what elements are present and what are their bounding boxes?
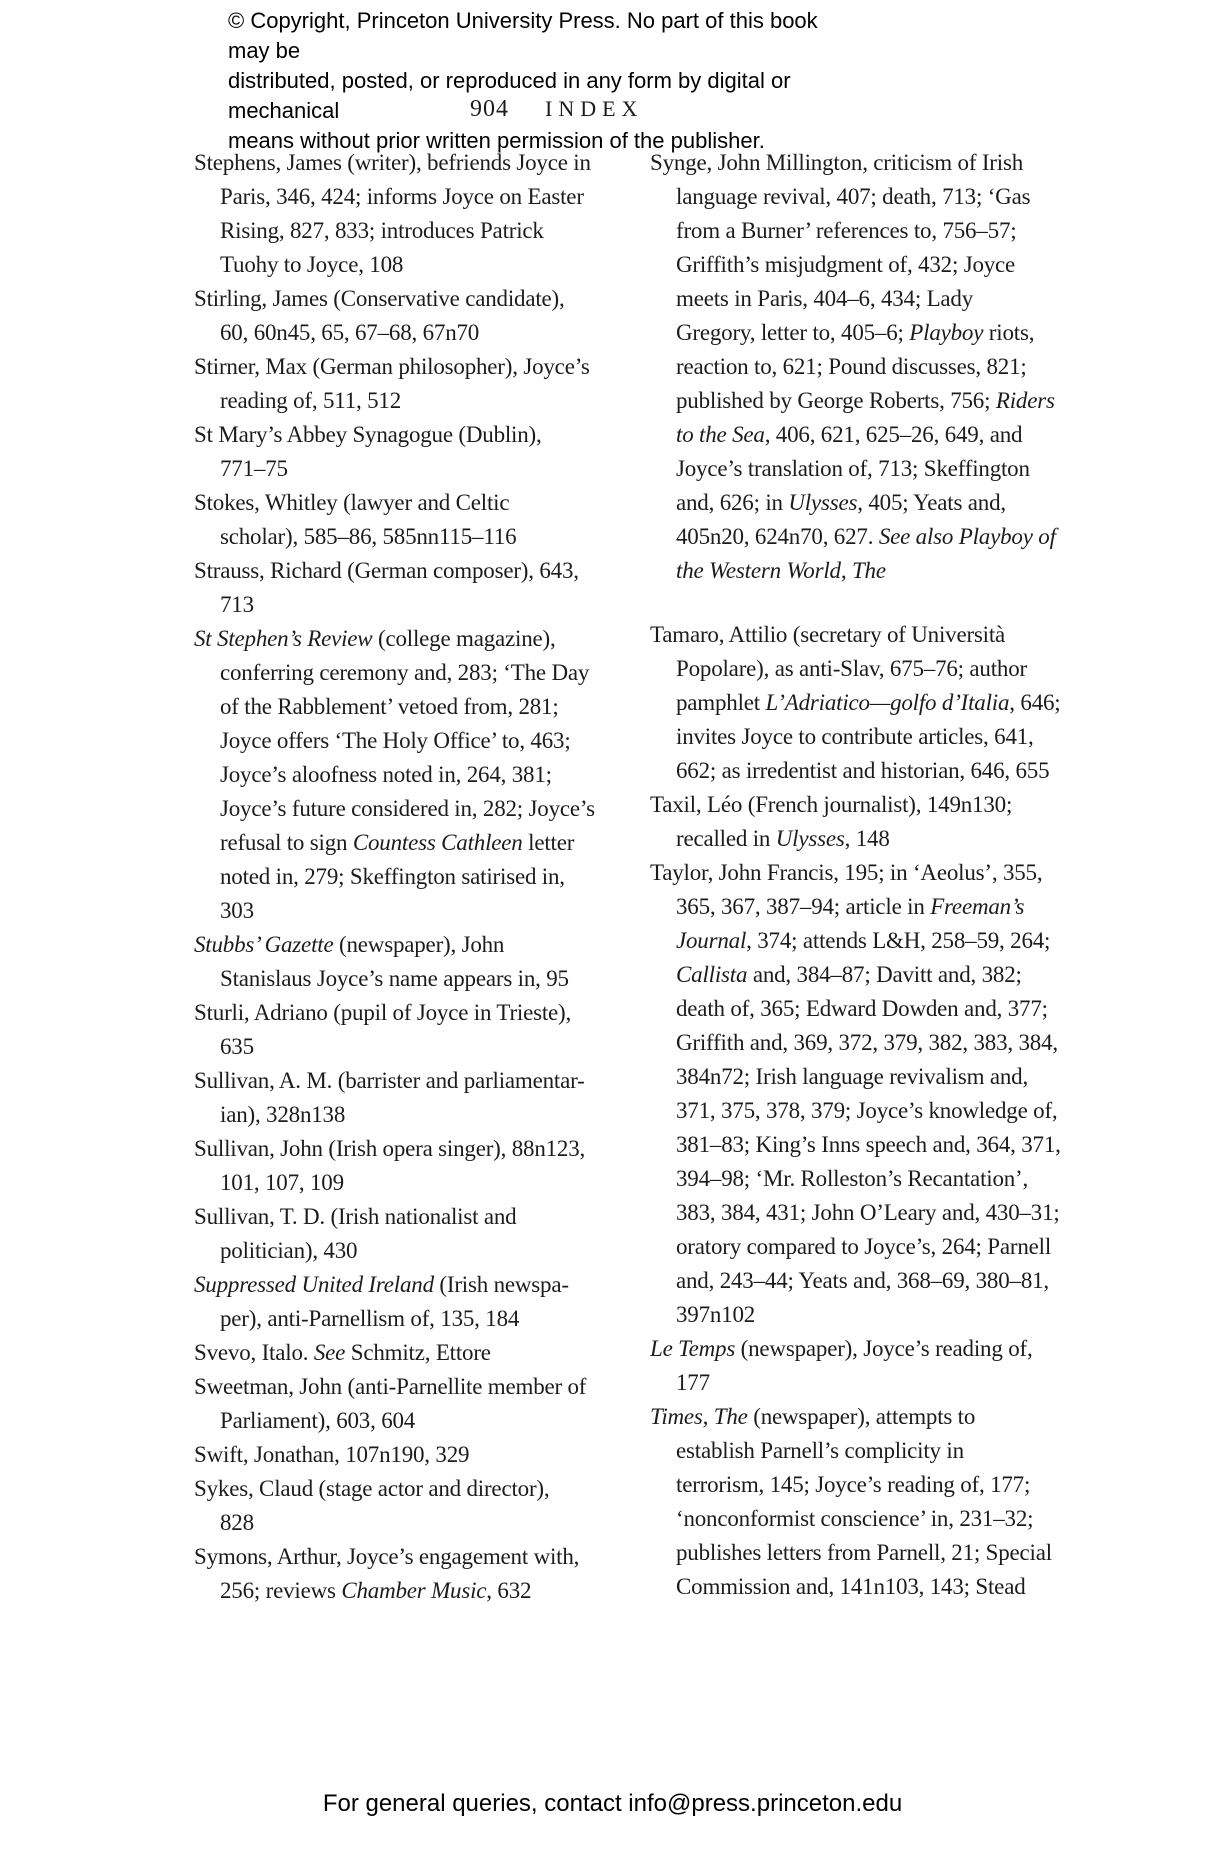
index-line: per), anti-Parnellism of, 135, 184	[220, 1306, 520, 1331]
index-line: Joyce offers ‘The Holy Office’ to, 463;	[220, 728, 571, 753]
index-line: ‘nonconformist conscience’ in, 231–32;	[676, 1506, 1034, 1531]
index-line: Times, The (newspaper), attempts to	[650, 1404, 976, 1429]
index-right-column	[650, 146, 1110, 1604]
index-line: reading of, 511, 512	[220, 388, 402, 413]
index-line: St Mary’s Abbey Synagogue (Dublin),	[194, 422, 542, 447]
index-line: 405n20, 624n70, 627. See also Playboy of	[676, 524, 1056, 549]
index-line: to the Sea, 406, 621, 625–26, 649, and	[676, 422, 1023, 447]
page-header	[470, 96, 643, 123]
index-line: Gregory, letter to, 405–6; Playboy riots,	[676, 320, 1035, 345]
index-line: establish Parnell’s complicity in	[676, 1438, 964, 1463]
index-line: 713	[220, 592, 254, 617]
index-line: Symons, Arthur, Joyce’s engagement with,	[194, 1544, 580, 1569]
index-line: 365, 367, 387–94; article in Freeman’s	[676, 894, 1025, 919]
index-line: Stirner, Max (German philosopher), Joyce’s	[194, 354, 590, 379]
index-line: Suppressed United Ireland (Irish newspa-	[194, 1272, 569, 1297]
index-line: pamphlet L’Adriatico—golfo d’Italia, 646;	[676, 690, 1061, 715]
index-line: meets in Paris, 404–6, 434; Lady	[676, 286, 974, 311]
index-line: publishes letters from Parnell, 21; Special	[676, 1540, 1052, 1565]
index-line: Popolare), as anti-Slav, 675–76; author	[676, 656, 1027, 681]
index-line: language revival, 407; death, 713; ‘Gas	[676, 184, 1031, 209]
index-line: 397n102	[676, 1302, 756, 1327]
index-line: recalled in Ulysses, 148	[676, 826, 890, 851]
index-line: 177	[676, 1370, 710, 1395]
index-line: Stubbs’ Gazette (newspaper), John	[194, 932, 505, 957]
index-line: 635	[220, 1034, 254, 1059]
index-line: 381–83; King’s Inns speech and, 364, 371,	[676, 1132, 1061, 1157]
index-line: and, 626; in Ulysses, 405; Yeats and,	[676, 490, 1006, 515]
index-line: Tamaro, Attilio (secretary of Università	[650, 622, 1006, 647]
index-line: Sweetman, John (anti-Parnellite member of	[194, 1374, 587, 1399]
index-line: Strauss, Richard (German composer), 643,	[194, 558, 579, 583]
index-line: Tuohy to Joyce, 108	[220, 252, 404, 277]
index-line: Joyce’s future considered in, 282; Joyce’s	[220, 796, 595, 821]
index-line: 303	[220, 898, 254, 923]
index-line: Journal, 374; attends L&H, 258–59, 264;	[676, 928, 1051, 953]
index-line: scholar), 585–86, 585nn115–116	[220, 524, 517, 549]
index-line: Griffith and, 369, 372, 379, 382, 383, 384,	[676, 1030, 1058, 1055]
copyright-line: means without prior written permission of the publisher.	[228, 128, 765, 153]
index-line: Stanislaus Joyce’s name appears in, 95	[220, 966, 569, 991]
index-line: Taxil, Léo (French journalist), 149n130;	[650, 792, 1013, 817]
index-line: Joyce’s translation of, 713; Skeffington	[676, 456, 1030, 481]
copyright-notice	[228, 6, 848, 156]
section-title: INDEX	[545, 96, 644, 121]
index-line: Taylor, John Francis, 195; in ‘Aeolus’, 355,	[650, 860, 1043, 885]
index-line: 384n72; Irish language revivalism and,	[676, 1064, 1029, 1089]
index-line: terrorism, 145; Joyce’s reading of, 177;	[676, 1472, 1031, 1497]
section-gap	[650, 588, 1110, 618]
index-line: noted in, 279; Skeffington satirised in,	[220, 864, 565, 889]
index-line: Paris, 346, 424; informs Joyce on Easter	[220, 184, 584, 209]
index-line: Le Temps (newspaper), Joyce’s reading of,	[650, 1336, 1033, 1361]
index-line: 394–98; ‘Mr. Rolleston’s Recantation’,	[676, 1166, 1029, 1191]
index-line: 828	[220, 1510, 254, 1535]
index-line: Rising, 827, 833; introduces Patrick	[220, 218, 544, 243]
index-line: Sullivan, T. D. (Irish nationalist and	[194, 1204, 517, 1229]
copyright-line: © Copyright, Princeton University Press. No part of this book may be	[228, 8, 818, 63]
copyright-line: distributed, posted, or reproduced in any form by digital or mechanical	[228, 68, 791, 123]
index-line: Commission and, 141n103, 143; Stead	[676, 1574, 1026, 1599]
index-line: the Western World, The	[676, 558, 886, 583]
index-line: Sullivan, John (Irish opera singer), 88n123,	[194, 1136, 586, 1161]
index-line: Swift, Jonathan, 107n190, 329	[194, 1442, 470, 1467]
index-line: 771–75	[220, 456, 288, 481]
footer-contact-text: For general queries, contact info@press.princeton.edu	[322, 1790, 903, 1817]
page-number: 904	[470, 96, 509, 122]
index-line: 60, 60n45, 65, 67–68, 67n70	[220, 320, 480, 345]
index-line: ian), 328n138	[220, 1102, 346, 1127]
index-line: 371, 375, 378, 379; Joyce’s knowledge of,	[676, 1098, 1058, 1123]
index-line: Stephens, James (writer), befriends Joyce in	[194, 150, 591, 175]
page-footer	[0, 1790, 1225, 1818]
index-left-column	[194, 146, 654, 1608]
index-line: oratory compared to Joyce’s, 264; Parnell	[676, 1234, 1052, 1259]
index-line: Sykes, Claud (stage actor and director),	[194, 1476, 550, 1501]
index-line: published by George Roberts, 756; Riders	[676, 388, 1055, 413]
index-line: Stokes, Whitley (lawyer and Celtic	[194, 490, 510, 515]
index-line: Callista and, 384–87; Davitt and, 382;	[676, 962, 1022, 987]
index-line: Joyce’s aloofness noted in, 264, 381;	[220, 762, 552, 787]
index-line: reaction to, 621; Pound discusses, 821;	[676, 354, 1027, 379]
index-line: politician), 430	[220, 1238, 358, 1263]
index-line: 101, 107, 109	[220, 1170, 344, 1195]
index-line: Sullivan, A. M. (barrister and parliamentar-	[194, 1068, 585, 1093]
index-line: from a Burner’ references to, 756–57;	[676, 218, 1017, 243]
index-line: death of, 365; Edward Dowden and, 377;	[676, 996, 1048, 1021]
index-line: 256; reviews Chamber Music, 632	[220, 1578, 532, 1603]
index-line: Sturli, Adriano (pupil of Joyce in Trieste),	[194, 1000, 572, 1025]
index-line: Stirling, James (Conservative candidate),	[194, 286, 565, 311]
index-line: invites Joyce to contribute articles, 641,	[676, 724, 1034, 749]
index-line: of the Rabblement’ vetoed from, 281;	[220, 694, 559, 719]
index-line: conferring ceremony and, 283; ‘The Day	[220, 660, 590, 685]
index-line: 383, 384, 431; John O’Leary and, 430–31;	[676, 1200, 1060, 1225]
index-line: Griffith’s misjudgment of, 432; Joyce	[676, 252, 1016, 277]
index-line: 662; as irredentist and historian, 646, 655	[676, 758, 1050, 783]
index-line: St Stephen’s Review (college magazine),	[194, 626, 556, 651]
index-line: Parliament), 603, 604	[220, 1408, 416, 1433]
index-line: Svevo, Italo. See Schmitz, Ettore	[194, 1340, 491, 1365]
index-line: refusal to sign Countess Cathleen letter	[220, 830, 575, 855]
index-line: Synge, John Millington, criticism of Irish	[650, 150, 1023, 175]
index-line: and, 243–44; Yeats and, 368–69, 380–81,	[676, 1268, 1049, 1293]
